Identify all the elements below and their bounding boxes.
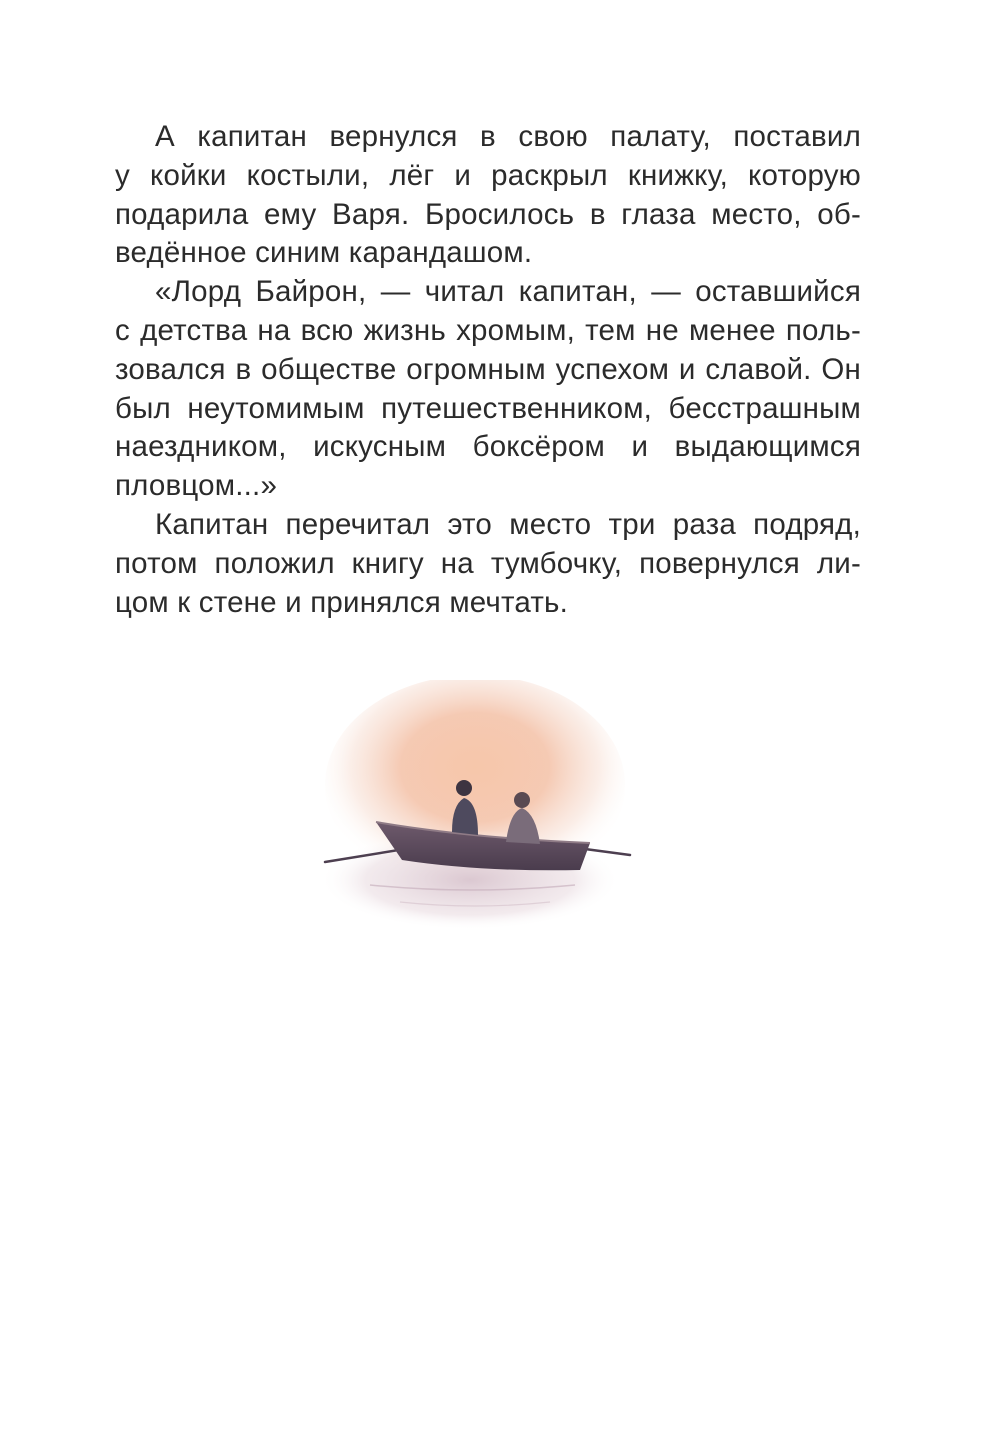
text-line: зовался в обществе огромным успехом и славой. Он bbox=[115, 352, 861, 386]
figure-woman-head bbox=[514, 792, 530, 808]
text-line: подарила ему Варя. Бросилось в глаза место, об- bbox=[115, 197, 861, 231]
text-line: пловцом...» bbox=[115, 469, 278, 503]
text-line: с детства на всю жизнь хромым, тем не менее поль- bbox=[115, 313, 861, 347]
text-line: у койки костыли, лёг и раскрыл книжку, которую bbox=[115, 158, 861, 192]
text-line: ведённое синим карандашом. bbox=[115, 236, 533, 270]
paragraph-3 bbox=[115, 506, 861, 622]
text-line: наездником, искусным боксёром и выдающимся bbox=[115, 430, 861, 464]
paragraph-2 bbox=[115, 273, 861, 506]
paragraph-1 bbox=[115, 118, 861, 273]
page-text bbox=[115, 118, 861, 622]
text-line: «Лорд Байрон, — читал капитан, — оставшийся bbox=[155, 275, 861, 309]
figure-man-head bbox=[456, 780, 472, 796]
text-line: потом положил книгу на тумбочку, повернулся ли- bbox=[115, 546, 861, 580]
text-line: А капитан вернулся в свою палату, поставил bbox=[155, 120, 861, 153]
text-line: цом к стене и принялся мечтать. bbox=[115, 585, 569, 619]
text-line: был неутомимым путешественником, бесстрашным bbox=[115, 391, 861, 425]
rowboat-watercolor-illustration bbox=[310, 680, 640, 940]
text-line: Капитан перечитал это место три раза подряд, bbox=[155, 507, 861, 541]
